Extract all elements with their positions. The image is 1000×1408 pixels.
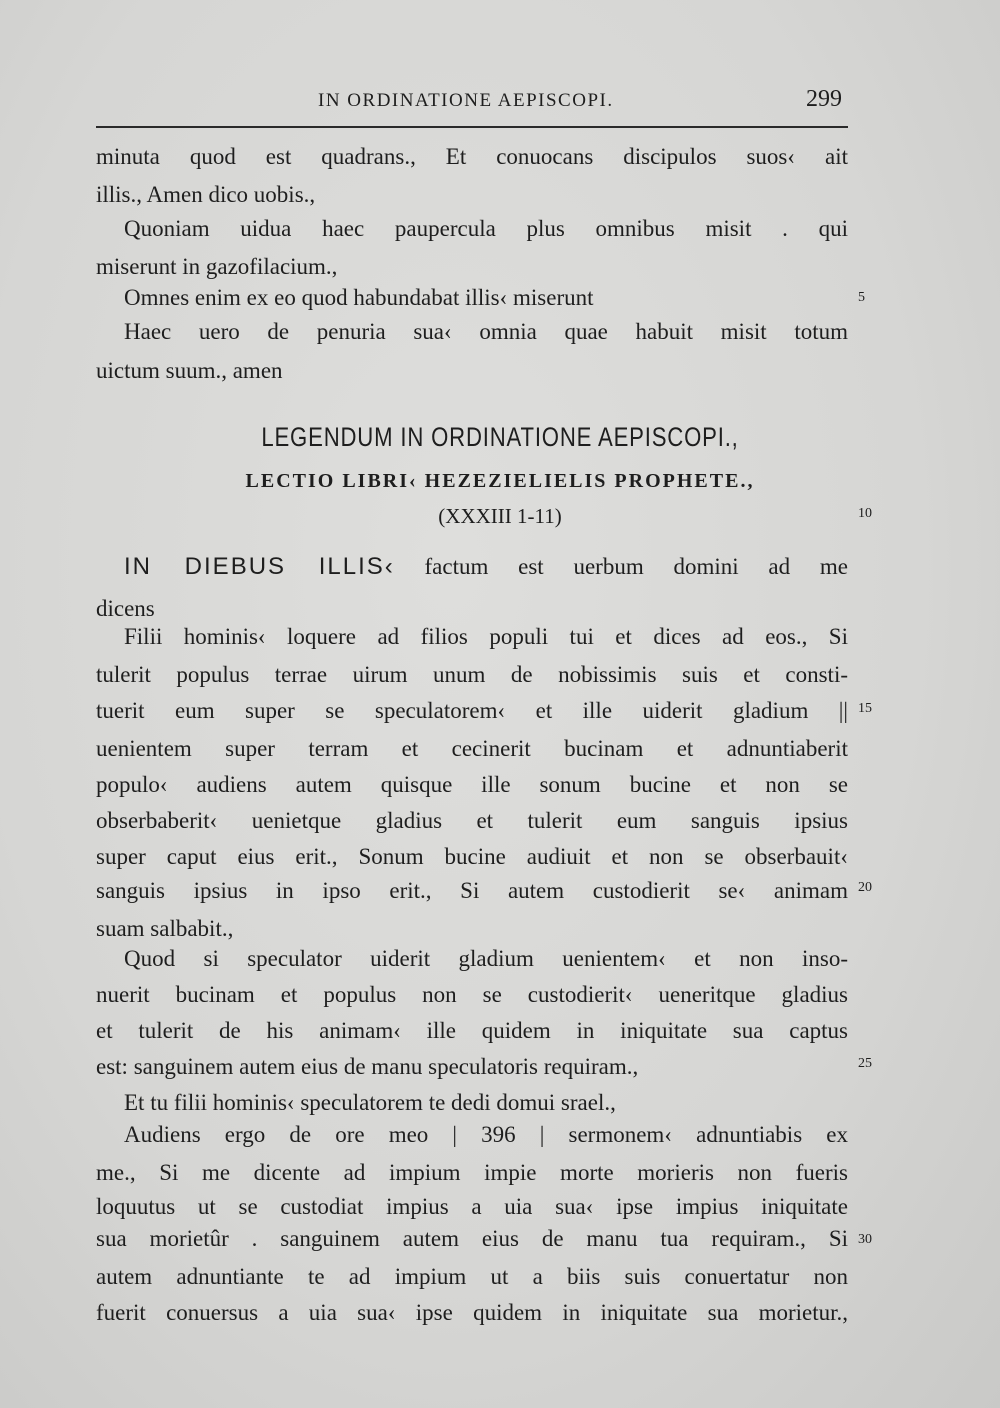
text-line: populo‹ audiens autem quisque ille sonum bucine et non se xyxy=(96,772,848,797)
text-line: illis., Amen dico uobis., xyxy=(96,182,316,207)
text-line: Haec uero de penuria sua‹ omnia quae habuit misit totum xyxy=(124,319,848,344)
text-line: obserbaberit‹ uenietque gladius et tulerit eum sanguis ipsius xyxy=(96,808,848,833)
page-number: 299 xyxy=(806,86,842,112)
line-number: 30 xyxy=(858,1232,872,1247)
text-line: nuerit bucinam et populus non se custodierit‹ ueneritque gladius xyxy=(96,982,848,1007)
scripture-reference: (XXXIII 1-11) xyxy=(438,504,562,528)
text-line: tulerit populus terrae uirum unum de nobissimis suis et consti- xyxy=(96,662,848,687)
text-line: fuerit conuersus a uia sua‹ ipse quidem in iniquitate sua morietur., xyxy=(96,1300,848,1325)
text-line: loquutus ut se custodiat impius a uia sua‹ ipse impius iniquitate xyxy=(96,1194,848,1219)
text-line: Quod si speculator uiderit gladium uenientem‹ et non inso- xyxy=(124,946,848,971)
text-line: uictum suum., amen xyxy=(96,358,283,383)
opening-line-text: factum est uerbum domini ad me xyxy=(424,554,848,579)
text-line: sanguis ipsius in ipso erit., Si autem custodierit se‹ animam xyxy=(96,878,848,903)
text-line: super caput eius erit., Sonum bucine audiuit et non se obserbauit‹ xyxy=(96,844,848,869)
text-line: Quoniam uidua haec paupercula plus omnibus misit . qui xyxy=(124,216,848,241)
line-number: 20 xyxy=(858,880,872,895)
text-line: Omnes enim ex eo quod habundabat illis‹ miserunt xyxy=(124,285,594,310)
text-line: tuerit eum super se speculatorem‹ et ille uiderit gladium || xyxy=(96,698,848,723)
text-line: sua morietûr . sanguinem autem eius de manu tua requiram., Si xyxy=(96,1226,848,1251)
text-line: minuta quod est quadrans., Et conuocans discipulos suos‹ ait xyxy=(96,144,848,169)
line-number: 5 xyxy=(858,290,865,305)
text-line: Filii hominis‹ loquere ad filios populi tui et dices ad eos., Si xyxy=(124,624,848,649)
text-line: est: sanguinem autem eius de manu speculatoris requiram., xyxy=(96,1054,639,1079)
line-number: 15 xyxy=(858,701,872,716)
line-number: 10 xyxy=(858,506,872,521)
running-head: IN ORDINATIONE AEPISCOPI. xyxy=(318,90,614,111)
text-line: Audiens ergo de ore meo | 396 | sermonem‹ adnuntiabis ex xyxy=(124,1122,848,1147)
text-line: suam salbabit., xyxy=(96,916,234,941)
text-line: dicens xyxy=(96,596,155,621)
section-title: LEGENDUM IN ORDINATIONE AEPISCOPI., xyxy=(261,422,739,452)
opening-line xyxy=(124,552,848,582)
text-line: et tulerit de his animam‹ ille quidem in iniquitate sua captus xyxy=(96,1018,848,1043)
header-rule xyxy=(96,126,848,128)
text-line: uenientem super terram et cecinerit bucinam et adnuntiaberit xyxy=(96,736,848,761)
opening-caps: IN DIEBUS ILLIS‹ xyxy=(124,553,395,580)
section-subtitle: LECTIO LIBRI‹ HEZEZIELIELIS PROPHETE., xyxy=(245,470,755,492)
text-line: Et tu filii hominis‹ speculatorem te dedi domui srael., xyxy=(124,1090,616,1115)
line-number: 25 xyxy=(858,1056,872,1071)
text-line: me., Si me dicente ad impium impie morte morieris non fueris xyxy=(96,1160,848,1185)
text-line: miserunt in gazofilacium., xyxy=(96,254,338,279)
text-line: autem adnuntiante te ad impium ut a biis suis conuertatur non xyxy=(96,1264,848,1289)
